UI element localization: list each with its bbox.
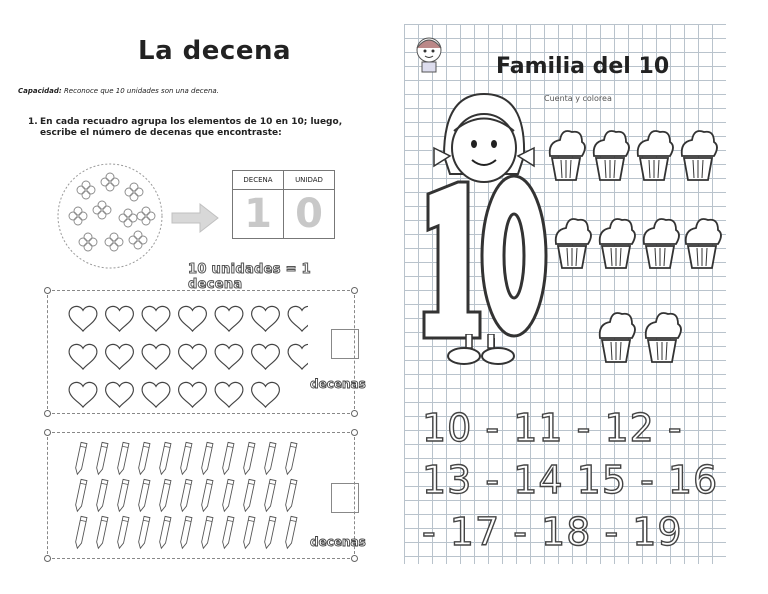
heart-icon: [106, 382, 134, 407]
heart-icon: [252, 344, 280, 369]
heart-icon: [142, 306, 170, 331]
clover-icon: [77, 181, 95, 199]
decena-header: DECENA: [233, 171, 284, 190]
heart-icon: [142, 382, 170, 407]
heart-icon: [69, 344, 97, 369]
clover-icon: [119, 209, 137, 227]
pencils-answer-box[interactable]: [331, 483, 359, 513]
worksheet-subtitle: Cuenta y colorea: [544, 94, 612, 103]
heart-icon: [215, 382, 243, 407]
shoes-icon: [444, 334, 524, 368]
heart-icon: [106, 306, 134, 331]
pencil-icon: [158, 479, 171, 512]
clover-icon: [79, 233, 97, 251]
heart-icon: [252, 382, 280, 407]
cupcake-icon: [644, 219, 679, 268]
heart-icon: [69, 382, 97, 407]
pencils-panel: [47, 432, 366, 559]
clover-circle-illustration: [56, 162, 164, 270]
girl-logo-icon: [412, 32, 446, 74]
pencil-icon: [137, 516, 150, 549]
pencil-icon: [95, 479, 108, 512]
heart-icon: [215, 344, 243, 369]
familia-del-10-worksheet: [404, 24, 726, 564]
clover-icon: [101, 173, 119, 191]
pencil-icon: [200, 479, 213, 512]
cupcake-icon: [600, 313, 635, 362]
pencil-icon: [221, 516, 234, 549]
heart-icon: [288, 306, 308, 331]
worksheet-title: La decena: [138, 36, 292, 66]
pencil-icon: [116, 442, 129, 475]
capacity-description: Reconoce que 10 unidades son una decena.: [63, 87, 219, 95]
clover-icon: [129, 231, 147, 249]
heart-icon: [215, 306, 243, 331]
heart-icon: [179, 382, 207, 407]
hearts-decenas-label: decenas: [310, 377, 366, 391]
capacity-text: [18, 87, 219, 95]
pencil-icon: [74, 516, 87, 549]
cupcakes-group: [544, 124, 726, 394]
clover-icon: [137, 207, 155, 225]
pencil-icon: [95, 516, 108, 549]
pencil-icon: [242, 442, 255, 475]
hearts-panel: [47, 290, 366, 414]
pencil-icon: [158, 516, 171, 549]
pencil-icon: [158, 442, 171, 475]
pencil-icon: [284, 442, 297, 475]
number-sequence: 10 - 11 - 12 - 13 - 14 15 - 16 - 17 - 18 - 19: [422, 406, 719, 554]
instruction-number: 1.: [28, 117, 38, 127]
pencil-icon: [116, 479, 129, 512]
cupcake-icon: [556, 219, 591, 268]
pencil-icon: [95, 442, 108, 475]
hearts-answer-box[interactable]: [331, 329, 359, 359]
hearts-group: [48, 291, 308, 413]
pencil-icon: [242, 479, 255, 512]
clover-icon: [69, 207, 87, 225]
heart-icon: [288, 344, 308, 369]
cupcake-icon: [638, 131, 673, 180]
heart-icon: [106, 344, 134, 369]
clover-icon: [105, 233, 123, 251]
decena-worksheet: [18, 22, 368, 567]
pencil-icon: [221, 479, 234, 512]
pencil-icon: [137, 479, 150, 512]
pencil-icon: [284, 479, 297, 512]
heart-icon: [142, 344, 170, 369]
unidad-header: UNIDAD: [284, 171, 335, 190]
decena-value: 1: [233, 190, 284, 239]
heart-icon: [179, 306, 207, 331]
pencil-icon: [137, 442, 150, 475]
pencil-icon: [242, 516, 255, 549]
ring-hole: [351, 287, 358, 294]
arrow-right-icon: [170, 200, 220, 236]
worksheet-title: Familia del 10: [496, 54, 670, 79]
pencil-icon: [200, 442, 213, 475]
ring-hole: [351, 429, 358, 436]
cupcake-icon: [646, 313, 681, 362]
pencil-icon: [74, 442, 87, 475]
pencils-decenas-label: decenas: [310, 535, 366, 549]
pencil-icon: [263, 479, 276, 512]
pencil-icon: [263, 442, 276, 475]
pencils-group: [48, 433, 318, 558]
cupcake-icon: [600, 219, 635, 268]
equivalence-text: 10 unidades = 1 decena: [188, 262, 312, 292]
capacity-label: Capacidad:: [18, 87, 62, 95]
unidad-value: 0: [284, 190, 335, 239]
pencil-icon: [221, 442, 234, 475]
cupcake-icon: [550, 131, 585, 180]
pencil-icon: [116, 516, 129, 549]
girl-with-ten-illustration: [414, 86, 554, 356]
pencil-icon: [263, 516, 276, 549]
cupcake-icon: [682, 131, 717, 180]
ring-hole: [351, 555, 358, 562]
heart-icon: [179, 344, 207, 369]
clover-icon: [93, 201, 111, 219]
instruction: [28, 117, 360, 139]
cupcake-icon: [686, 219, 721, 268]
pencil-icon: [179, 479, 192, 512]
pencil-icon: [200, 516, 213, 549]
ring-hole: [351, 410, 358, 417]
pencil-icon: [179, 442, 192, 475]
cupcake-icon: [594, 131, 629, 180]
instruction-text: En cada recuadro agrupa los elementos de 10 en 10; luego, escribe el número de decenas que encontraste:: [40, 117, 343, 138]
pencil-icon: [74, 479, 87, 512]
heart-icon: [69, 306, 97, 331]
clover-icon: [125, 183, 143, 201]
heart-icon: [252, 306, 280, 331]
pencil-icon: [284, 516, 297, 549]
place-value-table: [232, 170, 335, 239]
pencil-icon: [179, 516, 192, 549]
